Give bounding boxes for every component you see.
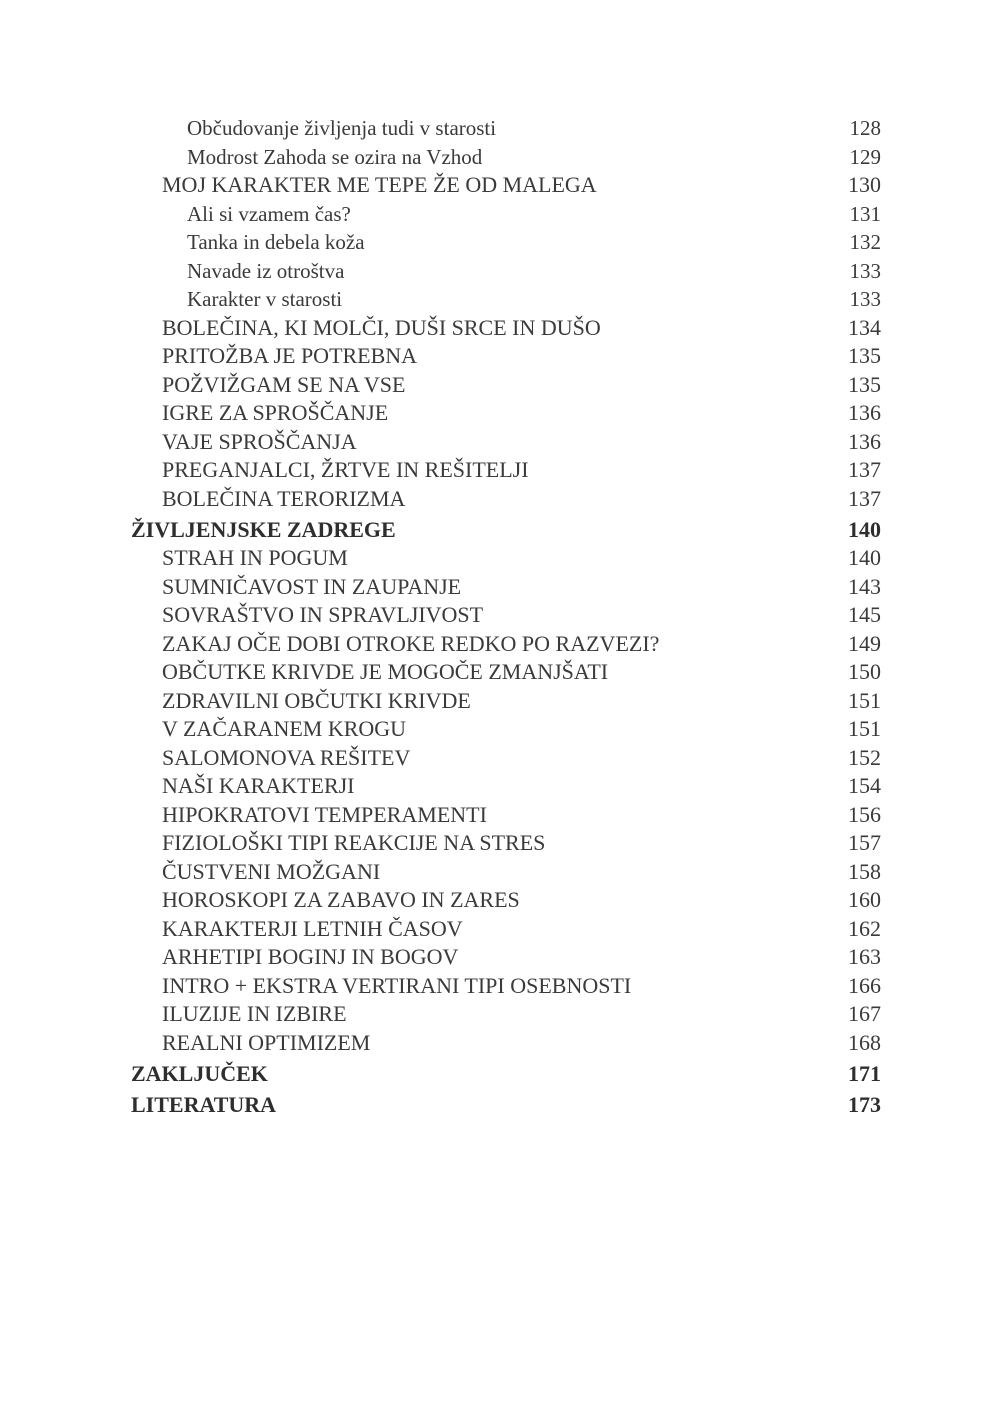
toc-entry-title: ČUSTVENI MOŽGANI xyxy=(162,858,381,884)
toc-entry-page: 145 xyxy=(848,602,881,627)
toc-entry-page: 149 xyxy=(848,630,881,656)
toc-entry-page: 135 xyxy=(848,343,881,368)
toc-entry-page: 133 xyxy=(849,258,881,283)
toc-entry-page: 137 xyxy=(848,457,881,482)
toc-entry-title: PRITOŽBA JE POTREBNA xyxy=(162,343,418,368)
toc-entry-title: LITERATURA xyxy=(131,1091,277,1117)
toc-entry xyxy=(131,1059,881,1089)
toc-entry-page: 166 xyxy=(848,972,881,998)
toc-entry xyxy=(131,630,881,659)
toc-entry-page: 133 xyxy=(849,287,881,311)
toc-entry-page: 163 xyxy=(848,944,881,969)
toc-entry xyxy=(131,886,881,915)
toc-entry-page: 137 xyxy=(848,485,881,511)
toc-entry xyxy=(131,171,881,200)
toc-entry-title: Tanka in debela koža xyxy=(187,230,365,254)
toc-entry xyxy=(131,228,881,257)
toc-entry-title: ZDRAVILNI OBČUTKI KRIVDE xyxy=(162,687,471,713)
toc-entry-page: 135 xyxy=(848,371,881,397)
toc-entry-page: 143 xyxy=(848,573,881,599)
toc-entry-title: SUMNIČAVOST IN ZAUPANJE xyxy=(162,573,462,599)
toc-entry xyxy=(131,573,881,602)
toc-entry-title: NAŠI KARAKTERJI xyxy=(162,773,355,798)
toc-entry xyxy=(131,257,881,286)
toc-entry xyxy=(131,285,881,314)
toc-entry xyxy=(131,371,881,400)
toc-entry-title: SOVRAŠTVO IN SPRAVLJIVOST xyxy=(162,602,484,627)
toc-entry xyxy=(131,744,881,773)
toc-entry xyxy=(131,687,881,716)
toc-entry xyxy=(131,601,881,630)
toc-entry-page: 132 xyxy=(849,230,881,254)
toc-entry-page: 140 xyxy=(848,516,881,542)
toc-entry-page: 134 xyxy=(848,314,881,340)
toc-entry-title: ŽIVLJENJSKE ZADREGE xyxy=(131,516,396,542)
toc-entry-title: HOROSKOPI ZA ZABAVO IN ZARES xyxy=(162,887,520,912)
toc-entry-title: FIZIOLOŠKI TIPI REAKCIJE NA STRES xyxy=(162,830,546,855)
toc-entry xyxy=(131,1000,881,1029)
toc-entry xyxy=(131,715,881,744)
toc-entry-page: 156 xyxy=(848,801,881,827)
toc-entry-page: 129 xyxy=(849,144,881,169)
toc-entry-page: 152 xyxy=(848,744,881,770)
toc-entry-page: 168 xyxy=(848,1029,881,1055)
toc-entry-page: 151 xyxy=(848,716,881,741)
toc-entry-title: BOLEČINA TERORIZMA xyxy=(162,485,406,511)
toc-entry-page: 162 xyxy=(848,915,881,941)
toc-entry xyxy=(131,915,881,944)
toc-entry xyxy=(131,342,881,371)
toc-entry-title: OBČUTKE KRIVDE JE MOGOČE ZMANJŠATI xyxy=(162,659,609,684)
toc-entry-title: ZAKLJUČEK xyxy=(131,1060,268,1086)
toc-entry-title: BOLEČINA, KI MOLČI, DUŠI SRCE IN DUŠO xyxy=(162,314,601,340)
toc-entry-page: 140 xyxy=(848,545,881,570)
toc-entry xyxy=(131,858,881,887)
toc-entry-title: STRAH IN POGUM xyxy=(162,545,348,570)
toc-entry xyxy=(131,1029,881,1058)
toc-entry xyxy=(131,314,881,343)
toc-entry-title: Ali si vzamem čas? xyxy=(187,201,351,226)
toc-entry-title: SALOMONOVA REŠITEV xyxy=(162,744,411,770)
toc-entry-title: KARAKTERJI LETNIH ČASOV xyxy=(162,915,463,941)
toc-entry-title: INTRO + EKSTRA VERTIRANI TIPI OSEBNOSTI xyxy=(162,972,632,998)
toc-entry xyxy=(131,544,881,573)
toc-entry-title: REALNI OPTIMIZEM xyxy=(162,1029,371,1055)
toc-entry-title: Občudovanje življenja tudi v starosti xyxy=(187,116,497,140)
toc-entry-page: 151 xyxy=(848,687,881,713)
toc-entry xyxy=(131,399,881,428)
toc-entry xyxy=(131,943,881,972)
toc-entry-title: Modrost Zahoda se ozira na Vzhod xyxy=(187,144,483,169)
toc-entry-title: Karakter v starosti xyxy=(187,287,343,311)
toc-entry-title: PREGANJALCI, ŽRTVE IN REŠITELJI xyxy=(162,457,529,482)
toc-entry xyxy=(131,428,881,457)
toc-entry xyxy=(131,143,881,172)
toc-entry xyxy=(131,829,881,858)
toc-entry-page: 160 xyxy=(848,887,881,912)
toc-entry-page: 130 xyxy=(848,172,881,197)
toc-entry xyxy=(131,200,881,229)
toc-entry xyxy=(131,1090,881,1120)
toc-entry-title: IGRE ZA SPROŠČANJE xyxy=(162,400,389,425)
toc-entry-page: 173 xyxy=(848,1091,881,1117)
toc-entry-page: 167 xyxy=(848,1001,881,1026)
toc-entry-title: MOJ KARAKTER ME TEPE ŽE OD MALEGA xyxy=(162,172,597,197)
toc-entry-page: 158 xyxy=(848,858,881,884)
toc-entry xyxy=(131,972,881,1001)
toc-entry-page: 157 xyxy=(848,830,881,855)
toc-entry xyxy=(131,658,881,687)
toc-entry xyxy=(131,114,881,143)
toc-entry-page: 171 xyxy=(848,1060,881,1086)
toc-entry xyxy=(131,515,881,545)
toc-entry-title: ILUZIJE IN IZBIRE xyxy=(162,1001,347,1026)
toc-entry xyxy=(131,801,881,830)
toc-entry-title: VAJE SPROŠČANJA xyxy=(162,428,357,454)
toc-entry-page: 150 xyxy=(848,659,881,684)
toc-entry-page: 131 xyxy=(849,201,881,226)
toc-entry xyxy=(131,456,881,485)
toc-entry-title: ARHETIPI BOGINJ IN BOGOV xyxy=(162,944,459,969)
toc-entry-title: Navade iz otroštva xyxy=(187,258,345,283)
toc-entry-title: V ZAČARANEM KROGU xyxy=(162,716,407,741)
toc-entry-page: 136 xyxy=(848,400,881,425)
toc-entry-title: POŽVIŽGAM SE NA VSE xyxy=(162,371,406,397)
toc-entry xyxy=(131,772,881,801)
toc-entry-page: 154 xyxy=(848,773,881,798)
toc-entry-page: 136 xyxy=(848,428,881,454)
toc-entry-title: HIPOKRATOVI TEMPERAMENTI xyxy=(162,801,487,827)
toc-entry-page: 128 xyxy=(849,116,881,140)
toc-entry xyxy=(131,485,881,514)
table-of-contents xyxy=(131,114,881,1119)
toc-entry-title: ZAKAJ OČE DOBI OTROKE REDKO PO RAZVEZI? xyxy=(162,630,660,656)
